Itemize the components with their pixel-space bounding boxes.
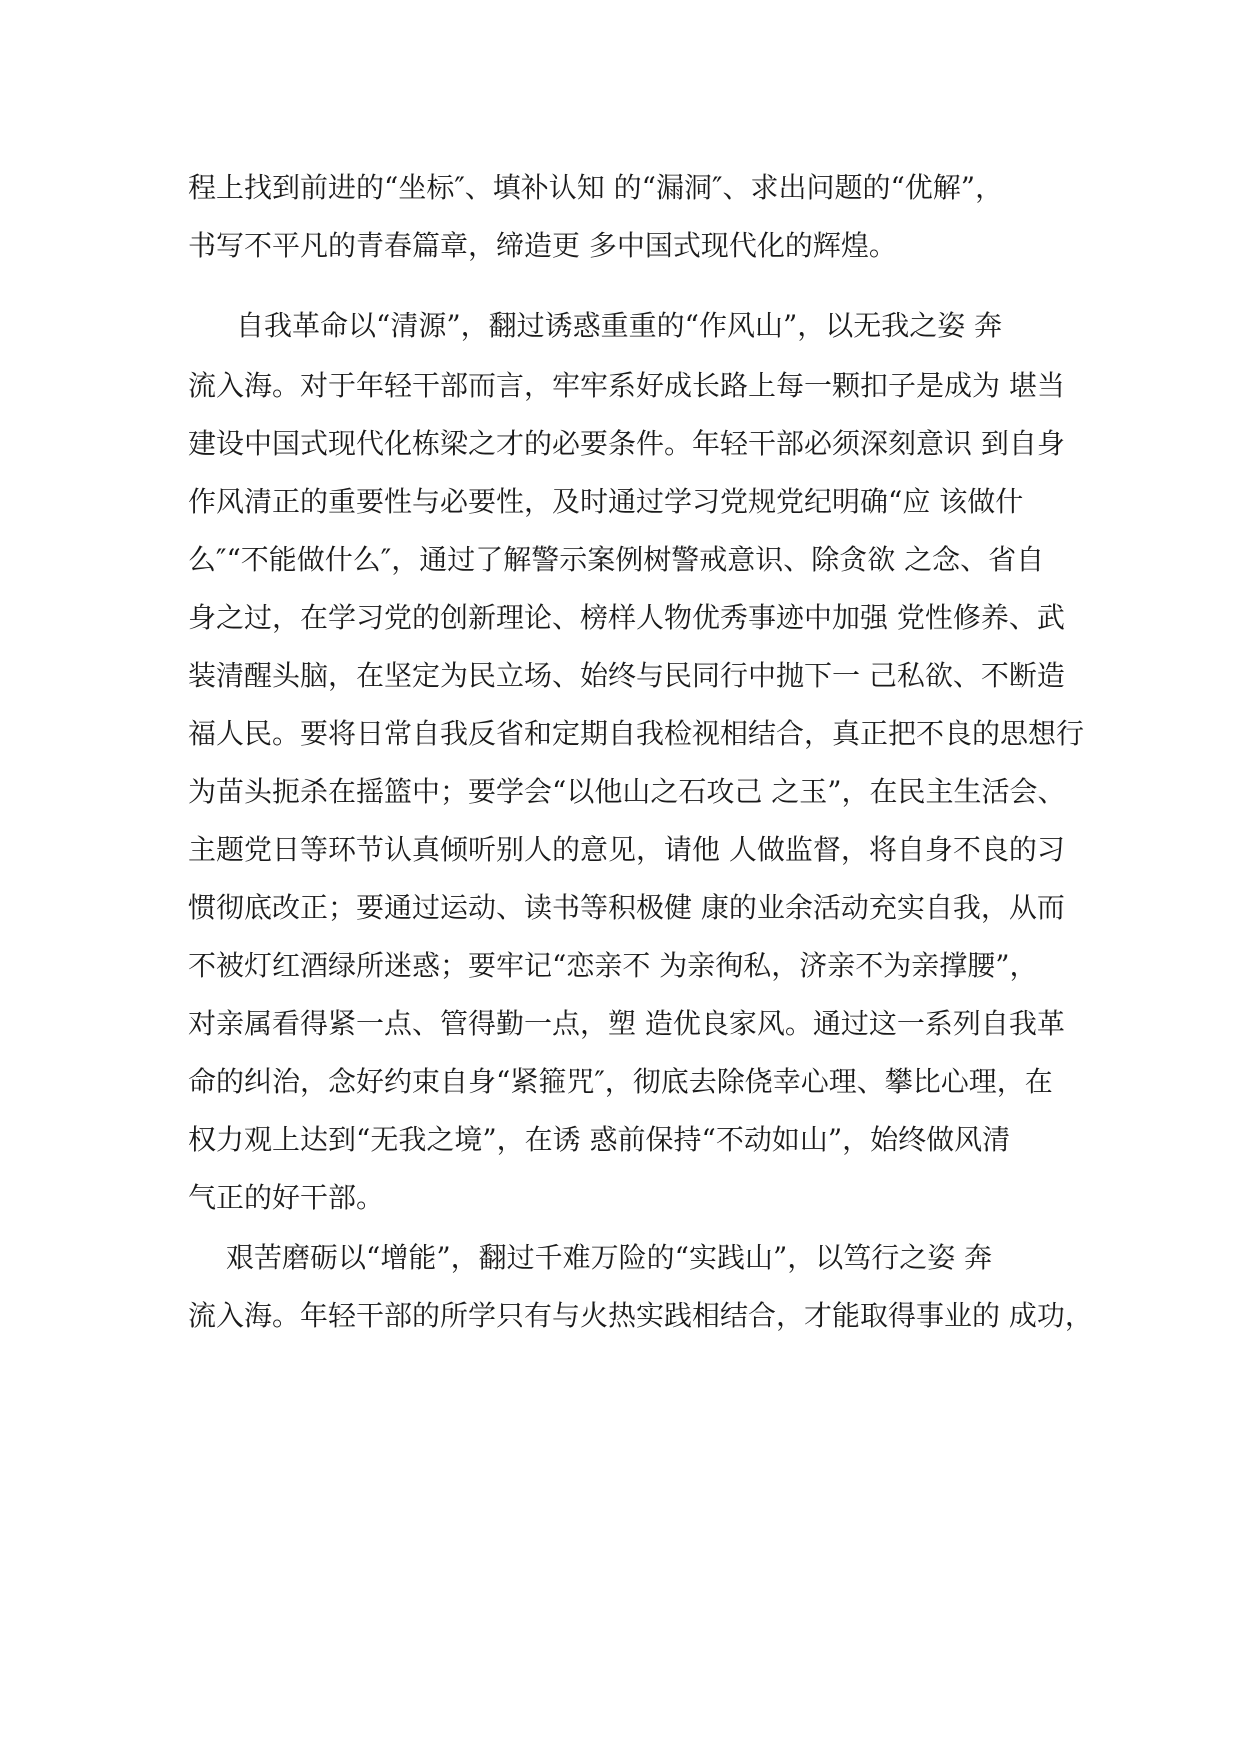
paragraph-first-line: 自我革命以“清源”，翻过诱惑重重的“作风山”，以无我之姿 奔 <box>236 309 1003 342</box>
text-line: 建设中国式现代化栋梁之才的必要条件。年轻干部必须深刻意识 到自身 <box>188 427 1065 460</box>
text-line: 流入海。对于年轻干部而言，牢牢系好成长路上每一颗扣子是成为 堪当 <box>188 369 1065 402</box>
paragraph-first-line: 艰苦磨砺以“增能”，翻过千难万险的“实践山”，以笃行之姿 奔 <box>226 1241 993 1274</box>
text-line: 命的纠治，念好约束自身“紧箍咒″，彻底去除侥幸心理、攀比心理，在 <box>188 1065 1053 1098</box>
text-line: 福人民。要将日常自我反省和定期自我检视相结合，真正把不良的思想行 <box>188 717 1085 750</box>
text-line: 身之过，在学习党的创新理论、榜样人物优秀事迹中加强 党性修养、武 <box>188 601 1065 634</box>
text-line: 装清醒头脑，在坚定为民立场、始终与民同行中抛下一 己私欲、不断造 <box>188 659 1065 692</box>
text-line: 流入海。年轻干部的所学只有与火热实践相结合，才能取得事业的 成功， <box>188 1299 1093 1332</box>
text-line: 书写不平凡的青春篇章，缔造更 多中国式现代化的辉煌。 <box>188 229 897 262</box>
text-line: 作风清正的重要性与必要性，及时通过学习党规党纪明确“应 该做什 <box>188 485 1024 518</box>
text-line: 权力观上达到“无我之境”，在诱 惑前保持“不动如山”，始终做风清 <box>188 1123 1011 1156</box>
text-line: 惯彻底改正；要通过运动、读书等积极健 康的业余活动充实自我，从而 <box>188 891 1065 924</box>
text-line: 么″“不能做什么″，通过了解警示案例树警戒意识、除贪欲 之念、省自 <box>188 543 1045 576</box>
text-line: 对亲属看得紧一点、管得勤一点，塑 造优良家风。通过这一系列自我革 <box>188 1007 1065 1040</box>
text-line: 为苗头扼杀在摇篮中；要学会“以他山之石攻己 之玉”，在民主生活会、 <box>188 775 1066 808</box>
text-line: 气正的好干部。 <box>188 1181 385 1214</box>
text-line: 程上找到前进的“坐标″、填补认知 的“漏洞″、求出问题的“优解”， <box>188 171 1004 204</box>
text-line: 不被灯红酒绿所迷惑；要牢记“恋亲不 为亲徇私，济亲不为亲撑腰”， <box>188 949 1038 982</box>
text-line: 主题党日等环节认真倾听别人的意见，请他 人做监督，将自身不良的习 <box>188 833 1065 866</box>
